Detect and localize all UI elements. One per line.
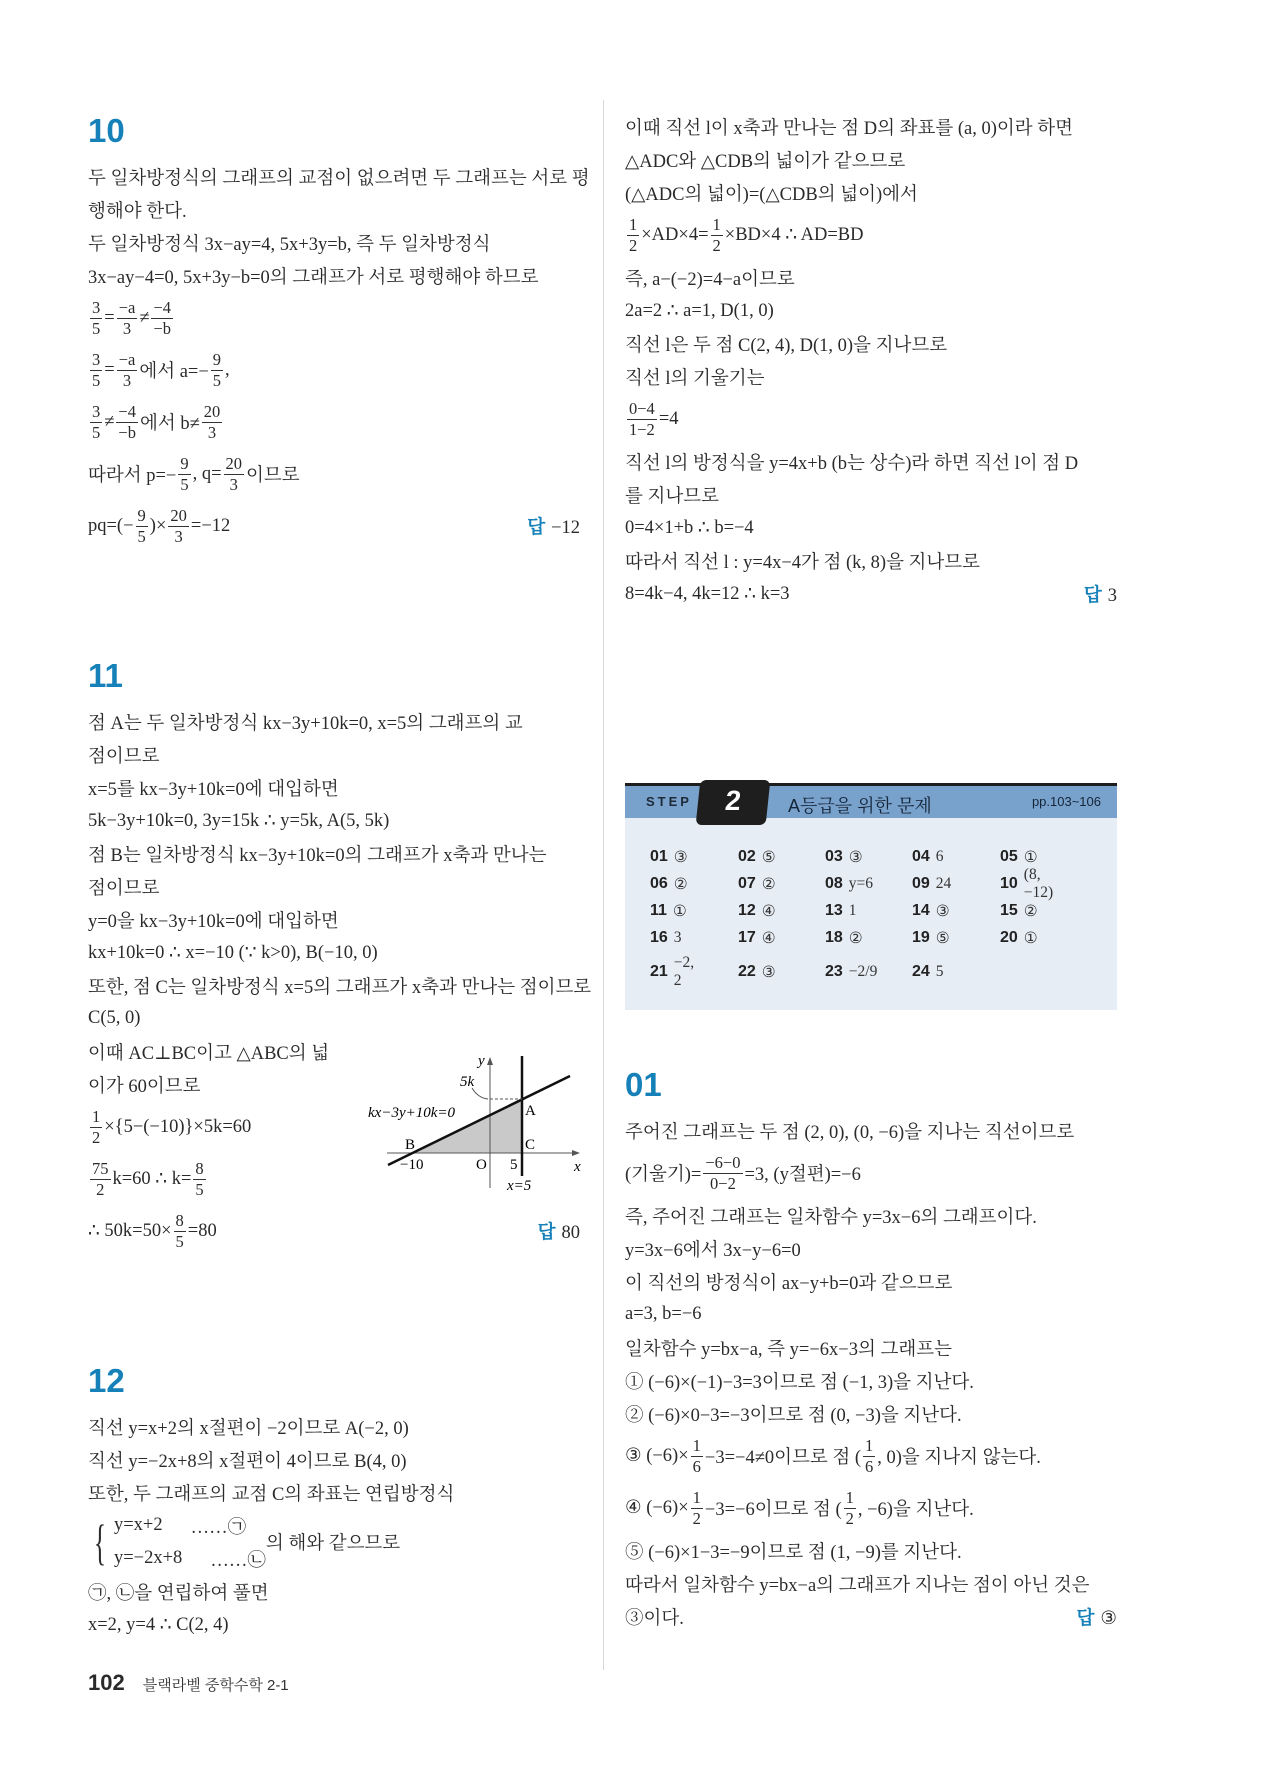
solution-12 xyxy=(88,1362,580,1641)
answer-number: 08 xyxy=(825,875,843,892)
text-line: 따라서 직선 l : y=4x−4가 점 (k, 8)을 지나므로 xyxy=(625,552,981,573)
equation-2-mark: ……㉡ xyxy=(210,1550,266,1571)
denominator: 5 xyxy=(92,318,101,338)
answer-item xyxy=(912,899,950,923)
text-segment: , xyxy=(225,359,230,380)
answer-value: ④ xyxy=(761,929,776,947)
fraction xyxy=(90,402,102,443)
y-label: y xyxy=(478,1053,485,1069)
answer-number: 06 xyxy=(650,875,668,892)
text-segment: ×AD×4= xyxy=(641,224,709,245)
answer-item xyxy=(1000,926,1038,950)
problem-number: 10 xyxy=(88,112,125,149)
answer-value: −2/9 xyxy=(848,963,878,980)
denominator: 2 xyxy=(92,1127,101,1147)
denominator: 5 xyxy=(212,370,222,390)
answer-value: 80 xyxy=(561,1223,580,1243)
text-segment: 에서 a=− xyxy=(139,362,209,382)
answer-number: 03 xyxy=(825,848,843,865)
answer-number: 01 xyxy=(650,848,668,865)
x-label: x xyxy=(574,1159,581,1175)
answer xyxy=(1077,1604,1117,1630)
equation-1: y=x+2 xyxy=(114,1515,163,1535)
fraction xyxy=(117,350,138,391)
solution-01 xyxy=(625,1066,1117,1633)
numerator: 8 xyxy=(195,1158,204,1178)
fraction xyxy=(627,399,657,440)
text-line: 행해야 한다. xyxy=(88,201,187,222)
answer-number: 04 xyxy=(912,848,930,865)
answer-label: 답 xyxy=(537,1221,556,1242)
text-line: 일차함수 y=bx−a, 즉 y=−6x−3의 그래프는 xyxy=(625,1339,952,1360)
denominator: 5 xyxy=(195,1179,204,1199)
answer-value: 3 xyxy=(673,929,682,946)
denominator: −b xyxy=(153,318,172,338)
denominator: 1−2 xyxy=(629,419,655,439)
text-line: 5k−3y+10k=0, 3y=15k ∴ y=5k, A(5, 5k) xyxy=(88,810,390,831)
answer-number: 23 xyxy=(825,963,843,980)
answer-number: 20 xyxy=(1000,929,1018,946)
numerator: 3 xyxy=(92,297,101,317)
text-line xyxy=(625,1482,1117,1534)
fraction xyxy=(224,454,245,495)
solution-body xyxy=(625,110,1117,610)
text-line: C(5, 0) xyxy=(88,1008,141,1028)
fraction xyxy=(90,1159,111,1200)
answer-number: 13 xyxy=(825,902,843,919)
answer-item xyxy=(650,872,688,896)
column-divider xyxy=(603,100,604,1670)
solution-body xyxy=(88,160,590,552)
answer-item xyxy=(738,926,776,950)
text-line: ① (−6)×(−1)−3=3이므로 점 (−1, 3)을 지난다. xyxy=(625,1372,974,1393)
denominator: 5 xyxy=(92,422,101,442)
answer-item xyxy=(650,926,682,950)
point-a-label: A xyxy=(525,1103,536,1119)
text-line: 이 직선의 방정식이 ax−y+b=0과 같으므로 xyxy=(625,1273,953,1294)
text-line xyxy=(625,1430,1117,1482)
text-line xyxy=(88,344,580,396)
numerator: 9 xyxy=(180,453,189,473)
numerator: 3 xyxy=(92,401,101,421)
answer-number: 24 xyxy=(912,963,930,980)
denominator: 3 xyxy=(122,370,132,390)
answer-item xyxy=(825,845,863,869)
answer-number: 09 xyxy=(912,875,930,892)
numerator: 1 xyxy=(629,214,638,234)
fraction xyxy=(193,1159,205,1200)
text-segment: =3, (y절편)=−6 xyxy=(744,1165,861,1185)
numerator: 1 xyxy=(865,1435,874,1455)
text-line xyxy=(625,1600,1117,1633)
fraction xyxy=(711,215,723,256)
answer-number: 05 xyxy=(1000,848,1018,865)
step2-answer-box xyxy=(625,783,1117,1010)
problem-number: 11 xyxy=(88,657,123,694)
denominator: −b xyxy=(118,422,136,442)
page-footer xyxy=(88,1670,289,1696)
answer-item xyxy=(1000,899,1038,923)
answer-value: (8, −12) xyxy=(1023,866,1054,901)
answer-number: 14 xyxy=(912,902,930,919)
problem-number: 12 xyxy=(88,1362,125,1399)
answer-item xyxy=(825,899,857,923)
answer-value: ⑤ xyxy=(935,929,950,947)
numerator: 20 xyxy=(203,401,221,421)
tick-minus10: −10 xyxy=(400,1157,424,1173)
step-pages: pp.103~106 xyxy=(1031,794,1101,809)
text-line: a=3, b=−6 xyxy=(625,1304,702,1324)
denominator: 2 xyxy=(96,1179,105,1199)
text-segment: , −6)을 지난다. xyxy=(857,1500,974,1520)
triangle-graph xyxy=(360,1030,590,1200)
answer-value: 5 xyxy=(935,963,944,980)
answer-item xyxy=(650,845,688,869)
equation-1-mark: ……㉠ xyxy=(190,1517,247,1538)
answer-value: ⑤ xyxy=(761,848,776,866)
answer-item xyxy=(738,960,776,984)
text-segment: ③ (−6)× xyxy=(625,1446,689,1466)
text-segment: = xyxy=(104,307,115,328)
answer-number: 21 xyxy=(650,963,668,980)
text-segment: 이므로 xyxy=(246,466,300,486)
answer-number: 11 xyxy=(650,902,667,919)
numerator: 9 xyxy=(212,349,222,369)
text-line: (△ADC의 넓이)=(△CDB의 넓이)에서 xyxy=(625,184,918,205)
x-eq-5-label: x=5 xyxy=(507,1178,532,1194)
text-line: 이가 60이므로 xyxy=(88,1076,201,1097)
answer xyxy=(1084,581,1117,607)
answer-number: 16 xyxy=(650,929,668,946)
solution-body xyxy=(625,1114,1117,1633)
denominator: 5 xyxy=(137,526,146,546)
denominator: 5 xyxy=(175,1231,184,1251)
problem-number: 01 xyxy=(625,1066,662,1103)
text-line xyxy=(625,577,1117,610)
fraction xyxy=(703,1153,742,1194)
text-line: △ADC와 △CDB의 넓이가 같으므로 xyxy=(625,151,906,172)
numerator: 3 xyxy=(92,349,101,369)
fraction xyxy=(627,215,639,256)
answer-value: 3 xyxy=(1107,585,1117,606)
answer-value: ① xyxy=(1023,929,1038,947)
tick-5: 5 xyxy=(510,1157,518,1173)
text-segment: = xyxy=(104,359,115,380)
point-c-label: C xyxy=(525,1137,536,1153)
text-line: 또한, 점 C는 일차방정식 x=5의 그래프가 x축과 만나는 점이므로 xyxy=(88,977,592,998)
text-segment: 따라서 p=− xyxy=(88,466,177,486)
fraction xyxy=(174,1211,186,1252)
answer-item xyxy=(825,872,873,896)
answer xyxy=(538,1218,580,1244)
numerator: 0−4 xyxy=(629,398,655,418)
step-header xyxy=(625,783,1117,818)
text-line xyxy=(88,292,580,344)
fraction xyxy=(691,1436,703,1477)
answer-label: 답 xyxy=(1076,1606,1095,1628)
denominator: 2 xyxy=(712,235,721,255)
numerator: 75 xyxy=(92,1158,109,1178)
text-segment: −3=−6이므로 점 ( xyxy=(704,1500,842,1520)
answer-value: ② xyxy=(1023,902,1038,920)
answer-value: ② xyxy=(761,875,776,893)
answer-number: 19 xyxy=(912,929,930,946)
answer-item xyxy=(738,899,776,923)
denominator: 5 xyxy=(92,370,101,390)
text-line: 직선 l의 기울기는 xyxy=(625,368,765,389)
text-line: 두 일차방정식 3x−ay=4, 5x+3y=b, 즉 두 일차방정식 xyxy=(88,234,491,255)
answer-item xyxy=(650,954,695,989)
text-line xyxy=(625,1147,1117,1199)
denominator: 2 xyxy=(845,1508,854,1528)
answer-item xyxy=(825,960,877,984)
answer-value: ③ xyxy=(935,902,950,920)
text-segment: ③이다. xyxy=(625,1608,684,1629)
answer xyxy=(527,513,580,539)
answer-value: y=6 xyxy=(848,875,874,892)
text-line: 주어진 그래프는 두 점 (2, 0), (0, −6)을 지나는 직선이므로 xyxy=(625,1122,1075,1143)
fraction xyxy=(202,402,223,443)
answer-item xyxy=(1000,866,1054,901)
fraction xyxy=(844,1488,856,1529)
fraction xyxy=(211,350,223,391)
answer-value: 24 xyxy=(935,875,952,892)
text-line: 2a=2 ∴ a=1, D(1, 0) xyxy=(625,300,774,321)
book-title: 블랙라벨 중학수학 2-1 xyxy=(142,1677,289,1694)
point-b-label: B xyxy=(405,1137,416,1153)
equation-2: y=−2x+8 xyxy=(114,1548,183,1568)
answer-number: 17 xyxy=(738,929,756,946)
denominator: 6 xyxy=(692,1456,701,1476)
text-line: 즉, a−(−2)=4−a이므로 xyxy=(625,269,795,290)
text-line: 이때 직선 l이 x축과 만나는 점 D의 좌표를 (a, 0)이라 하면 xyxy=(625,118,1073,139)
numerator: 9 xyxy=(137,505,146,525)
denominator: 3 xyxy=(174,526,183,546)
solution-09-continued xyxy=(625,110,1117,610)
text-segment: , 0)을 지나지 않는다. xyxy=(877,1448,1041,1468)
text-line: 점이므로 xyxy=(88,746,160,767)
denominator: 0−2 xyxy=(710,1173,736,1193)
text-line xyxy=(88,396,580,448)
answer-value: 1 xyxy=(848,902,857,919)
answer-value: ③ xyxy=(848,848,863,866)
numerator: 1 xyxy=(692,1435,701,1455)
answer-value: ② xyxy=(673,875,688,893)
denominator: 5 xyxy=(180,474,189,494)
fraction xyxy=(116,402,138,443)
text-line: 직선 y=x+2의 x절편이 −2이므로 A(−2, 0) xyxy=(88,1418,409,1439)
origin-label: O xyxy=(476,1157,487,1173)
answer-value: ③ xyxy=(1100,1608,1117,1629)
denominator: 3 xyxy=(229,474,238,494)
answer-value: 6 xyxy=(935,848,944,865)
answer-item xyxy=(825,926,863,950)
text-line xyxy=(88,1205,580,1257)
answer-item xyxy=(738,872,776,896)
text-line: x=5를 kx−3y+10k=0에 대입하면 xyxy=(88,779,339,800)
answer-number: 07 xyxy=(738,875,756,892)
text-line: ⑤ (−6)×1−3=−9이므로 점 (1, −9)를 지난다. xyxy=(625,1542,962,1563)
text-line: 따라서 일차함수 y=bx−a의 그래프가 지나는 점이 아닌 것은 xyxy=(625,1575,1090,1596)
text-line: 두 일차방정식의 그래프의 교점이 없으려면 두 그래프는 서로 평 xyxy=(88,168,590,189)
text-line: 직선 l은 두 점 C(2, 4), D(1, 0)을 지나므로 xyxy=(625,335,948,356)
pointer-arrow-icon xyxy=(472,1088,488,1099)
text-segment: ≠ xyxy=(139,307,150,328)
answer-item xyxy=(650,899,687,923)
step-number-badge: 2 xyxy=(696,780,771,825)
fraction xyxy=(863,1436,875,1477)
answer-number: 10 xyxy=(1000,875,1018,892)
text-line xyxy=(625,209,1117,261)
answer-value: ③ xyxy=(761,963,776,981)
text-line: 점이므로 xyxy=(88,878,160,899)
text-segment: −3=−4≠0이므로 점 ( xyxy=(704,1448,862,1468)
line-equation-label: kx−3y+10k=0 xyxy=(368,1105,455,1121)
fraction xyxy=(168,506,189,547)
fraction xyxy=(178,454,190,495)
text-line: kx+10k=0 ∴ x=−10 (∵ k>0), B(−10, 0) xyxy=(88,942,378,963)
text-segment: =80 xyxy=(187,1220,217,1241)
answer-item xyxy=(738,845,776,869)
text-line: 이때 AC⊥BC이고 △ABC의 넓 xyxy=(88,1043,330,1064)
denominator: 3 xyxy=(207,422,217,442)
answer-number: 22 xyxy=(738,963,756,980)
answer-number: 18 xyxy=(825,929,843,946)
text-segment: ×BD×4 ∴ AD=BD xyxy=(724,225,864,245)
solution-body-cont xyxy=(88,1575,580,1641)
numerator: 1 xyxy=(712,214,721,234)
numerator: −4 xyxy=(118,401,136,421)
equation-system xyxy=(88,1509,580,1575)
answer-label: 답 xyxy=(527,516,546,537)
text-segment: ×{5−(−10)}×5k=60 xyxy=(104,1116,252,1137)
numerator: 1 xyxy=(692,1487,701,1507)
denominator: 2 xyxy=(692,1508,701,1528)
text-line: ㉠, ㉡을 연립하여 풀면 xyxy=(88,1583,269,1604)
label-5k: 5k xyxy=(460,1074,475,1090)
answer-value: ① xyxy=(672,902,687,920)
text-segment: =−12 xyxy=(190,515,231,536)
answer-label: 답 xyxy=(1083,583,1102,605)
text-segment: , q= xyxy=(192,463,222,484)
answer-item xyxy=(912,926,950,950)
step-label: STEP xyxy=(646,794,692,809)
answer-value: −12 xyxy=(551,518,580,538)
fraction xyxy=(90,350,102,391)
solution-10 xyxy=(88,112,590,552)
y-axis-arrow-icon xyxy=(487,1057,493,1065)
answer-value: −2, 2 xyxy=(673,954,695,989)
text-line: 0=4×1+b ∴ b=−4 xyxy=(625,517,754,538)
answer-item xyxy=(912,872,951,896)
text-segment: pq=(− xyxy=(88,515,134,536)
text-line: 점 B는 일차방정식 kx−3y+10k=0의 그래프가 x축과 만나는 xyxy=(88,845,547,866)
text-segment: 에서 b≠ xyxy=(139,414,200,434)
answer-number: 12 xyxy=(738,902,756,919)
answer-number: 02 xyxy=(738,848,756,865)
numerator: 8 xyxy=(175,1210,184,1230)
text-line xyxy=(88,500,580,552)
fraction xyxy=(136,506,148,547)
text-line: 점 A는 두 일차방정식 kx−3y+10k=0, x=5의 그래프의 교 xyxy=(88,713,523,734)
fraction xyxy=(90,1107,102,1148)
text-segment: k=60 ∴ k= xyxy=(112,1169,192,1189)
text-line: x=2, y=4 ∴ C(2, 4) xyxy=(88,1614,229,1635)
answer-value: ① xyxy=(1023,848,1038,866)
numerator: 1 xyxy=(845,1487,854,1507)
text-line xyxy=(625,393,1117,445)
answer-number: 15 xyxy=(1000,902,1018,919)
text-segment: )× xyxy=(149,515,167,536)
answer-value: ② xyxy=(848,929,863,947)
x-axis-arrow-icon xyxy=(572,1150,580,1156)
numerator: 1 xyxy=(92,1106,101,1126)
numerator: 20 xyxy=(225,453,243,473)
text-line: 직선 y=−2x+8의 x절편이 4이므로 B(4, 0) xyxy=(88,1451,407,1472)
text-line: 또한, 두 그래프의 교점 C의 좌표는 연립방정식 xyxy=(88,1484,455,1505)
numerator: −a xyxy=(118,349,136,369)
text-segment: (기울기)= xyxy=(625,1165,702,1185)
text-line: 직선 l의 방정식을 y=4x+b (b는 상수)라 하면 직선 l이 점 D xyxy=(625,453,1079,474)
text-line: 즉, 주어진 그래프는 일차함수 y=3x−6의 그래프이다. xyxy=(625,1207,1037,1228)
numerator: −a xyxy=(118,297,136,317)
page-number: 102 xyxy=(88,1670,125,1695)
step-title: A등급을 위한 문제 xyxy=(788,796,932,816)
brace-icon: { xyxy=(94,1514,106,1570)
fraction xyxy=(691,1488,703,1529)
fraction xyxy=(117,298,138,339)
denominator: 3 xyxy=(122,318,132,338)
text-line: ② (−6)×0−3=−3이므로 점 (0, −3)을 지난다. xyxy=(625,1405,962,1426)
text-line: y=0을 kx−3y+10k=0에 대입하면 xyxy=(88,911,339,932)
answer-item xyxy=(912,960,944,984)
answer-item xyxy=(912,845,944,869)
text-line: 를 지나므로 xyxy=(625,486,719,507)
text-line: 3x−ay−4=0, 5x+3y−b=0의 그래프가 서로 평행해야 하므로 xyxy=(88,267,539,288)
answer-value: ③ xyxy=(673,848,688,866)
fraction xyxy=(90,298,102,339)
text-segment: =4 xyxy=(658,408,679,429)
text-line: y=3x−6에서 3x−y−6=0 xyxy=(625,1240,801,1261)
text-segment: 8=4k−4, 4k=12 ∴ k=3 xyxy=(625,583,790,604)
text-line xyxy=(88,448,580,500)
numerator: −4 xyxy=(153,297,172,317)
text-segment: ∴ 50k=50× xyxy=(88,1221,172,1241)
solution-body xyxy=(88,1410,580,1509)
denominator: 6 xyxy=(865,1456,874,1476)
text-segment: ≠ xyxy=(104,411,115,432)
denominator: 2 xyxy=(629,235,638,255)
text-segment: ④ (−6)× xyxy=(625,1498,689,1518)
answer-value: ④ xyxy=(761,902,776,920)
system-tail: 의 해와 같으므로 xyxy=(265,1534,401,1554)
fraction xyxy=(151,298,173,339)
numerator: −6−0 xyxy=(705,1152,741,1172)
numerator: 20 xyxy=(170,505,187,525)
